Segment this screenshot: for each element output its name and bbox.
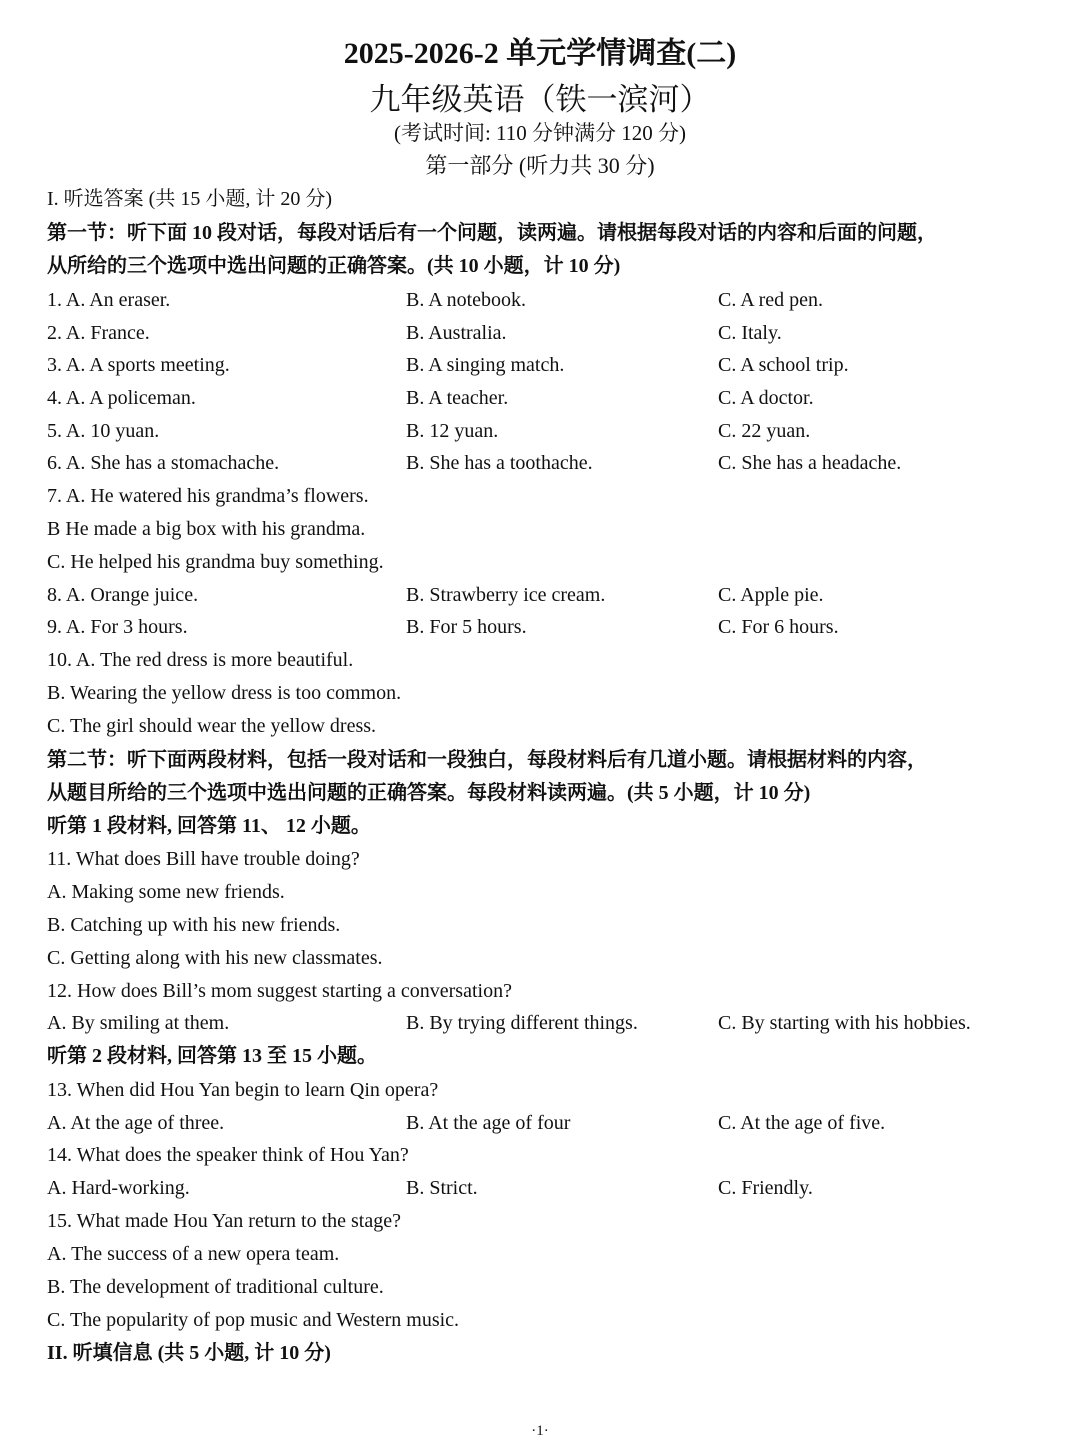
part-heading: 第一部分 (听力共 30 分) <box>425 153 655 178</box>
option-a: A. At the age of three. <box>47 1112 225 1134</box>
question-text: 13. When did Hou Yan begin to learn Qin opera? <box>47 1079 439 1101</box>
option-a: 5. A. 10 yuan. <box>47 420 160 442</box>
option-a: A. Hard-working. <box>47 1177 190 1199</box>
option-b: B. Strict. <box>406 1177 478 1199</box>
option-b: B. She has a toothache. <box>406 452 593 474</box>
question-row-5 <box>47 419 811 443</box>
question-text: 11. What does Bill have trouble doing? <box>47 848 360 870</box>
option-c: C. By starting with his hobbies. <box>718 1012 971 1034</box>
option-c: C. A doctor. <box>718 387 814 409</box>
option-a: 1. A. An eraser. <box>47 289 171 311</box>
option-b: B. Australia. <box>406 322 507 344</box>
question-row-2 <box>47 321 782 345</box>
question-row-3 <box>47 353 849 377</box>
option-c: C. Getting along with his new classmates. <box>47 947 383 969</box>
exam-info: (考试时间: 110 分钟满分 120 分) <box>393 121 687 145</box>
instruction-line: 第一节：听下面 10 段对话，每段对话后有一个问题，读两遍。请根据每段对话的内容和后面的问题， <box>47 222 937 244</box>
option-b: B. At the age of four <box>406 1112 571 1134</box>
option-c: C. Apple pie. <box>718 584 824 606</box>
option-c: C. A school trip. <box>718 354 849 376</box>
page-number: ·1· <box>531 1423 549 1439</box>
option-c: C. A red pen. <box>718 289 823 311</box>
instruction-line: 从题目所给的三个选项中选出问题的正确答案。每段材料读两遍。(共 5 小题，计 10 分) <box>47 782 811 804</box>
option-c: C. For 6 hours. <box>718 616 839 638</box>
option-c: C. She has a headache. <box>718 452 902 474</box>
question-row-1 <box>47 288 823 312</box>
question-row-6 <box>47 451 902 475</box>
option-b: B. Catching up with his new friends. <box>47 914 341 936</box>
option-b: B. Wearing the yellow dress is too common. <box>47 682 402 704</box>
exam-title: 2025-2026-2 单元学情调查(二) <box>343 37 737 70</box>
option-a: 10. A. The red dress is more beautiful. <box>47 649 354 671</box>
option-a: 4. A. A policeman. <box>47 387 196 409</box>
question-row-12 <box>47 1011 971 1035</box>
option-b: B. Strawberry ice cream. <box>406 584 606 606</box>
question-row-14 <box>47 1176 813 1200</box>
option-a: A. Making some new friends. <box>47 881 285 903</box>
section-heading: I. 听选答案 (共 15 小题, 计 20 分) <box>47 188 332 210</box>
option-c: C. The girl should wear the yellow dress. <box>47 715 377 737</box>
option-c: C. 22 yuan. <box>718 420 811 442</box>
question-row-13 <box>47 1111 886 1135</box>
option-c: C. Friendly. <box>718 1177 813 1199</box>
instruction-line: 第二节：听下面两段材料，包括一段对话和一段独白，每段材料后有几道小题。请根据材料的内容， <box>47 749 927 771</box>
option-b: B. A singing match. <box>406 354 565 376</box>
option-b: B. 12 yuan. <box>406 420 499 442</box>
option-a: 9. A. For 3 hours. <box>47 616 188 638</box>
option-c: C. He helped his grandma buy something. <box>47 551 384 573</box>
option-a: A. By smiling at them. <box>47 1012 230 1034</box>
question-text: 15. What made Hou Yan return to the stage? <box>47 1210 401 1232</box>
question-row-8 <box>47 583 824 607</box>
option-b: B He made a big box with his grandma. <box>47 518 366 540</box>
question-row-9 <box>47 615 839 639</box>
question-text: 12. How does Bill’s mom suggest starting a conversation? <box>47 980 512 1002</box>
option-b: B. A teacher. <box>406 387 509 409</box>
section-heading: II. 听填信息 (共 5 小题, 计 10 分) <box>47 1342 331 1364</box>
option-b: B. A notebook. <box>406 289 527 311</box>
option-c: C. At the age of five. <box>718 1112 886 1134</box>
option-a: A. The success of a new opera team. <box>47 1243 340 1265</box>
option-c: C. The popularity of pop music and Western music. <box>47 1309 460 1331</box>
material-heading: 听第 2 段材料, 回答第 13 至 15 小题。 <box>47 1045 377 1067</box>
question-row-4 <box>47 386 814 410</box>
question-text: 14. What does the speaker think of Hou Yan? <box>47 1144 409 1166</box>
option-b: B. The development of traditional culture. <box>47 1276 384 1298</box>
option-a: 8. A. Orange juice. <box>47 584 199 606</box>
option-b: B. For 5 hours. <box>406 616 527 638</box>
option-a: 2. A. France. <box>47 322 150 344</box>
instruction-line: 从所给的三个选项中选出问题的正确答案。(共 10 小题，计 10 分) <box>47 255 621 277</box>
exam-subtitle: 九年级英语（铁一滨河） <box>369 82 711 117</box>
option-a: 7. A. He watered his grandma’s flowers. <box>47 485 369 507</box>
option-a: 3. A. A sports meeting. <box>47 354 230 376</box>
option-c: C. Italy. <box>718 322 782 344</box>
option-a: 6. A. She has a stomachache. <box>47 452 280 474</box>
material-heading: 听第 1 段材料, 回答第 11、 12 小题。 <box>47 815 371 837</box>
option-b: B. By trying different things. <box>406 1012 638 1034</box>
